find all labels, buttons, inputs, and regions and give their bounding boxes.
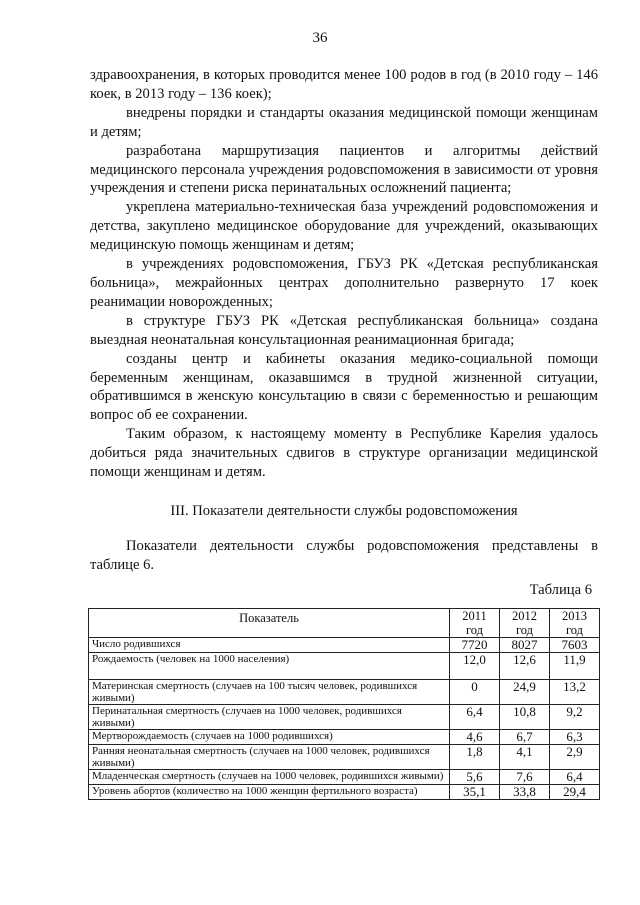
paragraph: здравоохранения, в которых проводится менее 100 родов в год (в 2010 году – 146 коек, в 2013 году – 136 коек); (90, 67, 598, 102)
value-2013: 11,9 (550, 652, 600, 679)
intro-paragraph: Показатели деятельности службы родовспоможения представлены в таблице 6. (90, 537, 598, 573)
page-number: 36 (312, 30, 328, 46)
row-label: Материнская смертность (случаев на 100 тысяч человек, родившихся живыми) (89, 679, 450, 704)
column-header-2012: 2012 год (500, 608, 550, 637)
table-row (89, 637, 600, 652)
table-caption: Таблица 6 (529, 581, 592, 598)
value-2011: 35,1 (450, 784, 500, 799)
row-label: Число родившихся (89, 637, 450, 652)
column-header-indicator: Показатель (89, 608, 450, 637)
value-2011: 12,0 (450, 652, 500, 679)
value-2013: 13,2 (550, 679, 600, 704)
table-row (89, 744, 600, 769)
value-2011: 0 (450, 679, 500, 704)
table-row (89, 769, 600, 784)
table-row (89, 704, 600, 729)
document-body (90, 66, 598, 800)
table-row (89, 652, 600, 679)
row-label: Младенческая смертность (случаев на 1000 человек, родившихся живыми) (89, 769, 450, 784)
value-2013: 2,9 (550, 744, 600, 769)
row-label: Уровень абортов (количество на 1000 женщин фертильного возраста) (89, 784, 450, 799)
value-2012: 33,8 (500, 784, 550, 799)
paragraph: укреплена материально-техническая база учреждений родовспоможения и детства, закуплено медицинское оборудование для учреждений, оказывающих медицинскую помощь женщинам и детям; (90, 199, 598, 254)
row-label: Рождаемость (человек на 1000 населения) (89, 652, 450, 679)
paragraph: в структуре ГБУЗ РК «Детская республиканская больница» создана выездная неонатальная консультационная реанимационная бригада; (90, 312, 598, 348)
value-2012: 10,8 (500, 704, 550, 729)
value-2011: 6,4 (450, 704, 500, 729)
value-2013: 9,2 (550, 704, 600, 729)
value-2012: 8027 (500, 637, 550, 652)
value-2013: 6,3 (550, 729, 600, 744)
value-2011: 1,8 (450, 744, 500, 769)
value-2012: 7,6 (500, 769, 550, 784)
value-2012: 24,9 (500, 679, 550, 704)
row-label: Ранняя неонатальная смертность (случаев на 1000 человек, родившихся живыми) (89, 744, 450, 769)
column-header-2011: 2011 год (450, 608, 500, 637)
paragraph: внедрены порядки и стандарты оказания медицинской помощи женщинам и детям; (90, 104, 598, 140)
paragraph: Таким образом, к настоящему моменту в Республике Карелия удалось добиться ряда значительных сдвигов в структуре организации медицинской помощи женщинам и детям. (90, 426, 598, 481)
value-2012: 12,6 (500, 652, 550, 679)
column-header-2013: 2013 год (550, 608, 600, 637)
value-2011: 5,6 (450, 769, 500, 784)
value-2011: 4,6 (450, 729, 500, 744)
row-label: Мертворождаемость (случаев на 1000 родившихся) (89, 729, 450, 744)
table-row (89, 679, 600, 704)
paragraph: созданы центр и кабинеты оказания медико-социальной помощи беременным женщинам, оказавшимся в трудной жизненной ситуации, обратившимся в женскую консультацию в связи с беременностью и решающим вопрос об ее сохранении. (90, 350, 598, 424)
indicators-table (88, 608, 600, 800)
value-2012: 4,1 (500, 744, 550, 769)
value-2013: 29,4 (550, 784, 600, 799)
value-2013: 6,4 (550, 769, 600, 784)
table-header-row (89, 608, 600, 637)
paragraph: в учреждениях родовспоможения, ГБУЗ РК «Детская республиканская больница», межрайонных центрах дополнительно развернуто 17 коек реанимации новорожденных; (90, 256, 598, 310)
table-row (89, 729, 600, 744)
value-2013: 7603 (550, 637, 600, 652)
table-row (89, 784, 600, 799)
row-label: Перинатальная смертность (случаев на 1000 человек, родившихся живыми) (89, 704, 450, 729)
value-2011: 7720 (450, 637, 500, 652)
paragraph: разработана маршрутизация пациентов и алгоритмы действий медицинского персонала учреждения родовспоможения в зависимости от уровня учреждения и степени риска перинатальных осложнений пациента; (90, 142, 598, 197)
value-2012: 6,7 (500, 729, 550, 744)
section-heading: III. Показатели деятельности службы родовспоможения (170, 502, 518, 519)
